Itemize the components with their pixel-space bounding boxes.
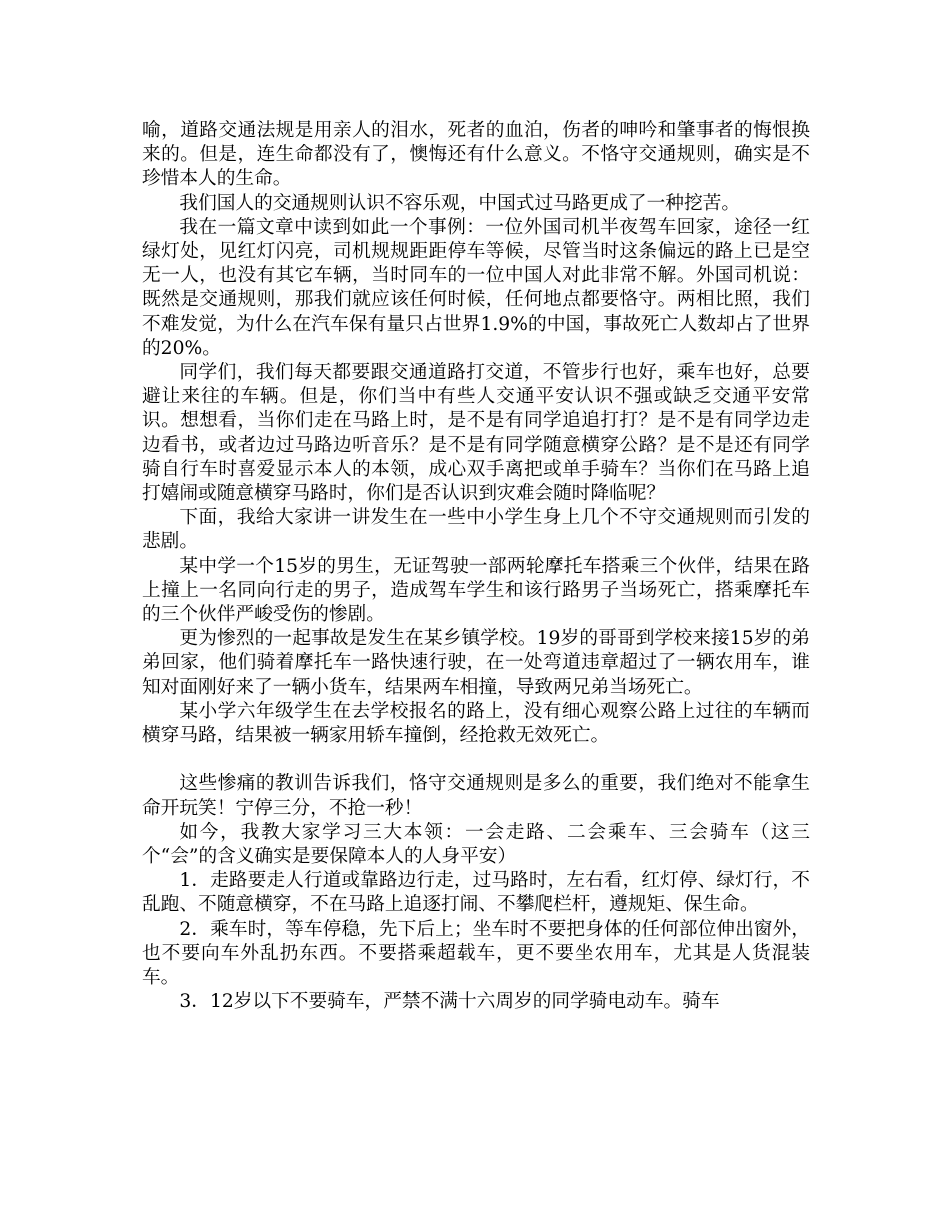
paragraph: 1．走路要走人行道或靠路边行走，过马路时，左右看，红灯停、绿灯行，不乱跑、不随意横穿，不在马路上追逐打闹、不攀爬栏杆，遵规矩、保生命。 [142,870,810,916]
document-page [142,119,810,1015]
paragraph: 下面，我给大家讲一讲发生在一些中小学生身上几个不守交通规则而引发的悲剧。 [142,507,810,553]
paragraph: 喻，道路交通法规是用亲人的泪水，死者的血泊，伤者的呻吟和肇事者的悔恨换来的。但是，连生命都没有了，懊悔还有什么意义。不恪守交通规则，确实是不珍惜本人的生命。 [142,120,810,190]
paragraph: 我在一篇文章中读到如此一个事例：一位外国司机半夜驾车回家，途径一红绿灯处，见红灯闪亮，司机规规距距停车等候，尽管当时这条偏远的路上已是空无一人，也没有其它车辆，当时同车的一位中国人对此非常不解。外国司机说：既然是交通规则，那我们就应该任何时候，任何地点都要恪守。两相比照，我们不难发觉，为什么在汽车保有量只占世界1.9%的中国，事故死亡人数却占了世界的20%。 [142,216,810,359]
paragraph: 3．12岁以下不要骑车，严禁不满十六周岁的同学骑电动车。骑车 [179,991,720,1013]
paragraph: 我们国人的交通规则认识不容乐观，中国式过马路更成了一种挖苦。 [179,192,741,214]
paragraph: 更为惨烈的一起事故是发生在某乡镇学校。19岁的哥哥到学校来接15岁的弟弟回家，他们骑着摩托车一路快速行驶，在一处弯道违章超过了一辆农用车，谁知对面刚好来了一辆小货车，结果两车相撞，导致两兄弟当场死亡。 [142,628,810,698]
paragraph: 某中学一个15岁的男生，无证驾驶一部两轮摩托车搭乘三个伙伴，结果在路上撞上一名同向行走的男子，造成驾车学生和该行路男子当场死亡，搭乘摩托车的三个伙伴严峻受伤的惨剧。 [142,555,810,626]
paragraph: 这些惨痛的教训告诉我们，恪守交通规则是多么的重要，我们绝对不能拿生命开玩笑！宁停三分，不抢一秒！ [142,773,810,819]
paragraph: 2．乘车时，等车停稳，先下后上；坐车时不要把身体的任何部位伸出窗外，也不要向车外乱扔东西。不要搭乘超载车，更不要坐农用车，尤其是人货混装车。 [142,918,810,989]
paragraph: 同学们，我们每天都要跟交通道路打交道，不管步行也好，乘车也好，总要避让来往的车辆。但是，你们当中有些人交通平安认识不强或缺乏交通平安常识。想想看，当你们走在马路上时，是不是有同学追追打打？是不是有同学边走边看书，或者边过马路边听音乐？是不是有同学随意横穿公路？是不是还有同学骑自行车时喜爱显示本人的本领，成心双手离把或单手骑车？当你们在马路上追打嬉闹或随意横穿马路时，你们是否认识到灾难会随时降临呢？ [142,362,810,505]
paragraph: 如今，我教大家学习三大本领：一会走路、二会乘车、三会骑车（这三个“会”的含义确实是要保障本人的人身平安） [142,821,810,868]
paragraph: 某小学六年级学生在去学校报名的路上，没有细心观察公路上过往的车辆而横穿马路，结果被一辆家用轿车撞倒，经抢救无效死亡。 [142,700,810,747]
